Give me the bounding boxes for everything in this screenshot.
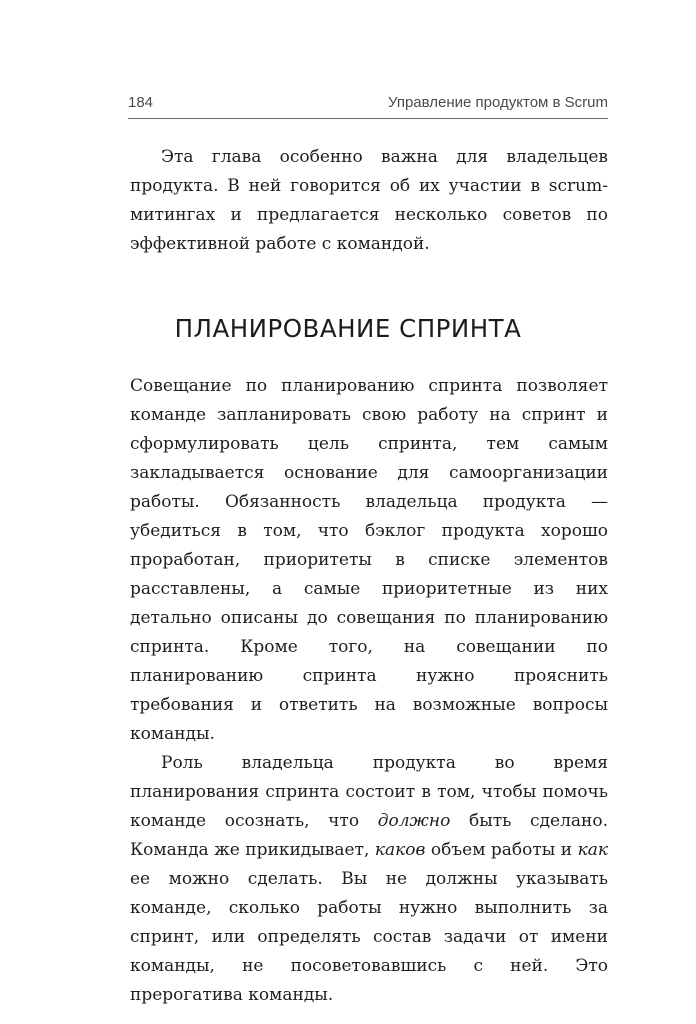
section-heading: ПЛАНИРОВАНИЕ СПРИНТА	[174, 314, 522, 343]
section-paragraph-2	[130, 749, 608, 1010]
paragraph-2-text-1: Роль владельца продукта во время планирования спринта состоит в том, чтобы помочь команде осознать, что	[130, 753, 608, 831]
paragraph-2-text-4: ее можно сделать. Вы не должны указывать команде, сколько работы нужно выполнить за спринт, или определять состав задачи от имени команды, не посоветовавшись с ней. Это прерогатива команды.	[130, 869, 608, 1005]
intro-paragraph: Эта глава особенно важна для владельцев продукта. В ней говорится об их участии в scrum-митингах и предлагается несколько советов по эффективной работе с командой.	[130, 147, 608, 254]
emphasis-kakov: каков	[374, 840, 426, 860]
section-paragraph-1: Совещание по планированию спринта позволяет команде запланировать свою работу на спринт и сформулировать цель спринта, тем самым закладывается основание для самоорганизации работы. Обязанность владельца продукта — убедиться в том, что бэклог продукта хорошо проработан, приоритеты в списке элементов расставлены, а самые приоритетные из них детально описаны до совещания по планированию спринта. Кроме того, на совещании по планированию спринта нужно прояснить требования и ответить на возможные вопросы команды.	[130, 376, 608, 744]
intro-block	[130, 143, 608, 259]
section-body	[130, 372, 608, 1010]
page-number: 184	[128, 94, 154, 111]
running-header	[128, 92, 608, 119]
paragraph-2-text-2: быть сделано. Команда же прикидывает,	[130, 811, 608, 860]
emphasis-dolzhno: должно	[377, 811, 451, 831]
paragraph-2-text-3: объем работы и	[425, 840, 578, 860]
running-title: Управление продуктом в Scrum	[387, 94, 608, 111]
emphasis-kak: как	[577, 840, 609, 860]
